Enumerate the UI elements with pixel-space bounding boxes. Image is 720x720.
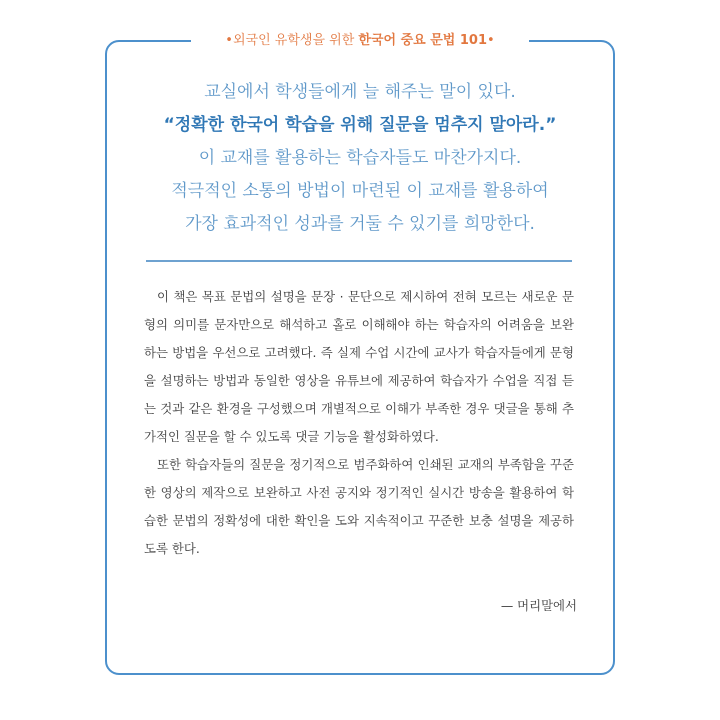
- intro-line-5: 가장 효과적인 성과를 거둘 수 있기를 희망한다.: [185, 214, 535, 234]
- preface-body: [144, 283, 574, 563]
- paragraph-1: 이 책은 목표 문법의 설명을 문장 · 문단으로 제시하여 전혀 모르는 새로운 문형의 의미를 문자만으로 해석하고 홀로 이해해야 하는 학습자의 어려움을 보완하는 방법을 우선으로 고려했다. 즉 실제 수업 시간에 교사가 학습자들에게 문형을 설명하는 방법과 동일한 영상을 유튜브에 제공하여 학습자가 수업을 직접 듣는 것과 같은 환경을 구성했으며 개별적으로 이해가 부족한 경우 댓글을 통해 추가적인 질문을 할 수 있도록 댓글 기능을 활성화하였다.: [144, 289, 574, 444]
- book-title-header: [191, 31, 529, 51]
- intro-quote: “정확한 한국어 학습을 위해 질문을 멈추지 말아라.”: [163, 115, 557, 135]
- header-suffix: •: [487, 33, 495, 48]
- header-prefix: •외국인 유학생을 위한: [225, 33, 359, 48]
- paragraph-2: 또한 학습자들의 질문을 정기적으로 범주화하여 인쇄된 교재의 부족함을 꾸준한 영상의 제작으로 보완하고 사전 공지와 정기적인 실시간 방송을 활용하여 학습한 문법의 정확성에 대한 확인을 도와 지속적이고 꾸준한 보충 설명을 제공하도록 한다.: [144, 457, 574, 556]
- divider: [146, 260, 572, 262]
- intro-block: [115, 76, 605, 241]
- intro-line-4: 적극적인 소통의 방법이 마련된 이 교재를 활용하여: [171, 181, 549, 201]
- intro-line-1: 교실에서 학생들에게 늘 해주는 말이 있다.: [204, 82, 516, 102]
- source-attribution: — 머리말에서: [500, 598, 577, 613]
- intro-line-3: 이 교재를 활용하는 학습자들도 마찬가지다.: [198, 148, 522, 168]
- header-book-title: 한국어 중요 문법 101: [358, 33, 488, 48]
